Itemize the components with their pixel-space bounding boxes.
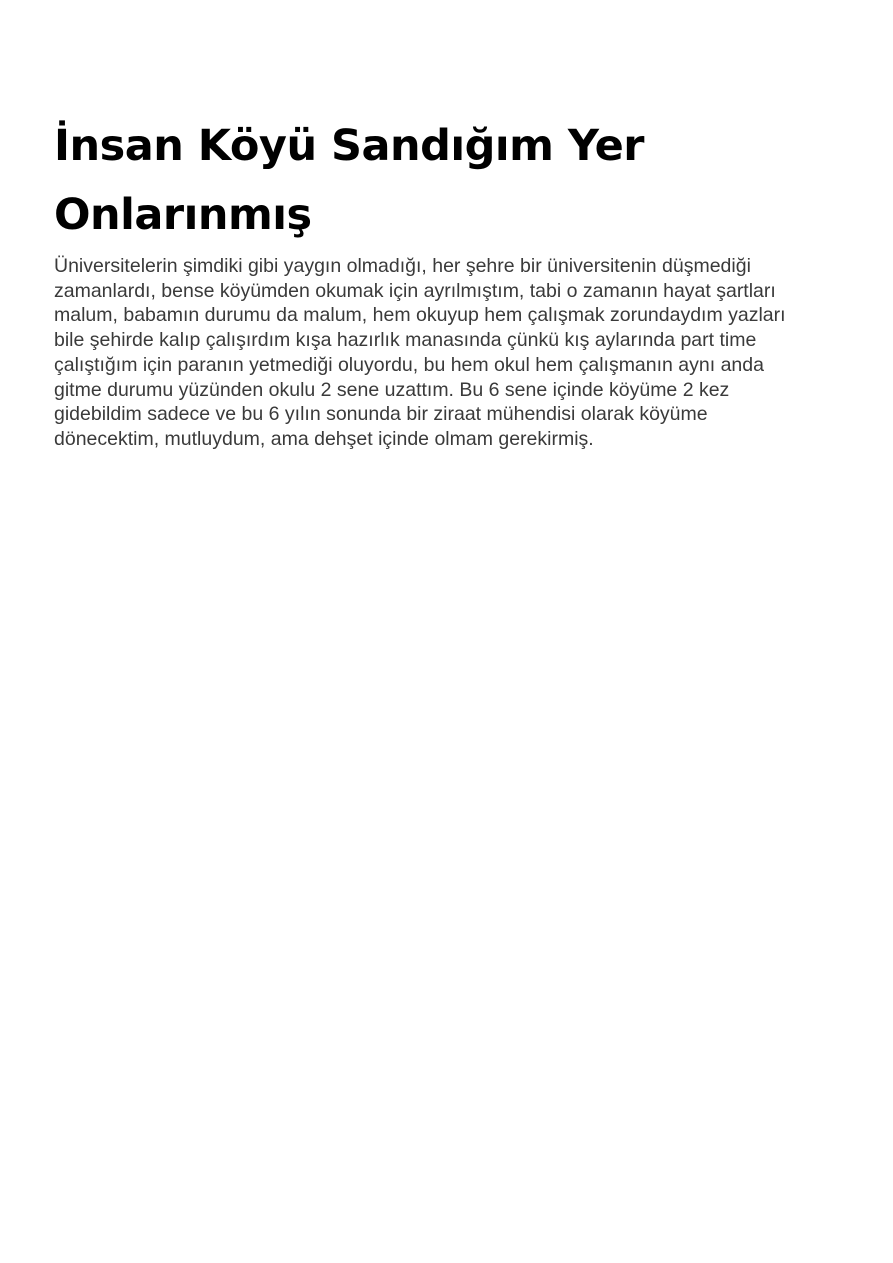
article-body-line: malum, babamın durumu da malum, hem okuyup hem çalışmak zorundaydım yazları (54, 304, 786, 327)
article (54, 112, 834, 452)
article-body-line: bile şehirde kalıp çalışırdım kışa hazırlık manasında çünkü kış aylarında part time (54, 329, 757, 352)
article-title-line: İnsan Köyü Sandığım Yer (54, 121, 644, 171)
article-body-line: Üniversitelerin şimdiki gibi yaygın olmadığı, her şehre bir üniversitenin düşmediği (54, 255, 751, 277)
article-body-line: zamanlardı, bense köyümden okumak için ayrılmıştım, tabi o zamanın hayat şartları (54, 279, 776, 302)
article-body-line: dönecektim, mutluydum, ama dehşet içinde olmam gerekirmiş. (54, 427, 594, 450)
article-title-line: Onlarınmış (54, 190, 312, 240)
article-body-line: çalıştığım için paranın yetmediği oluyordu, bu hem okul hem çalışmanın aynı anda (54, 353, 764, 376)
article-body-line: gidebildim sadece ve bu 6 yılın sonunda bir ziraat mühendisi olarak köyüme (54, 403, 708, 426)
article-body-line: gitme durumu yüzünden okulu 2 sene uzattım. Bu 6 sene içinde köyüme 2 kez (54, 378, 730, 401)
article-body (54, 254, 834, 452)
article-title (54, 112, 834, 250)
